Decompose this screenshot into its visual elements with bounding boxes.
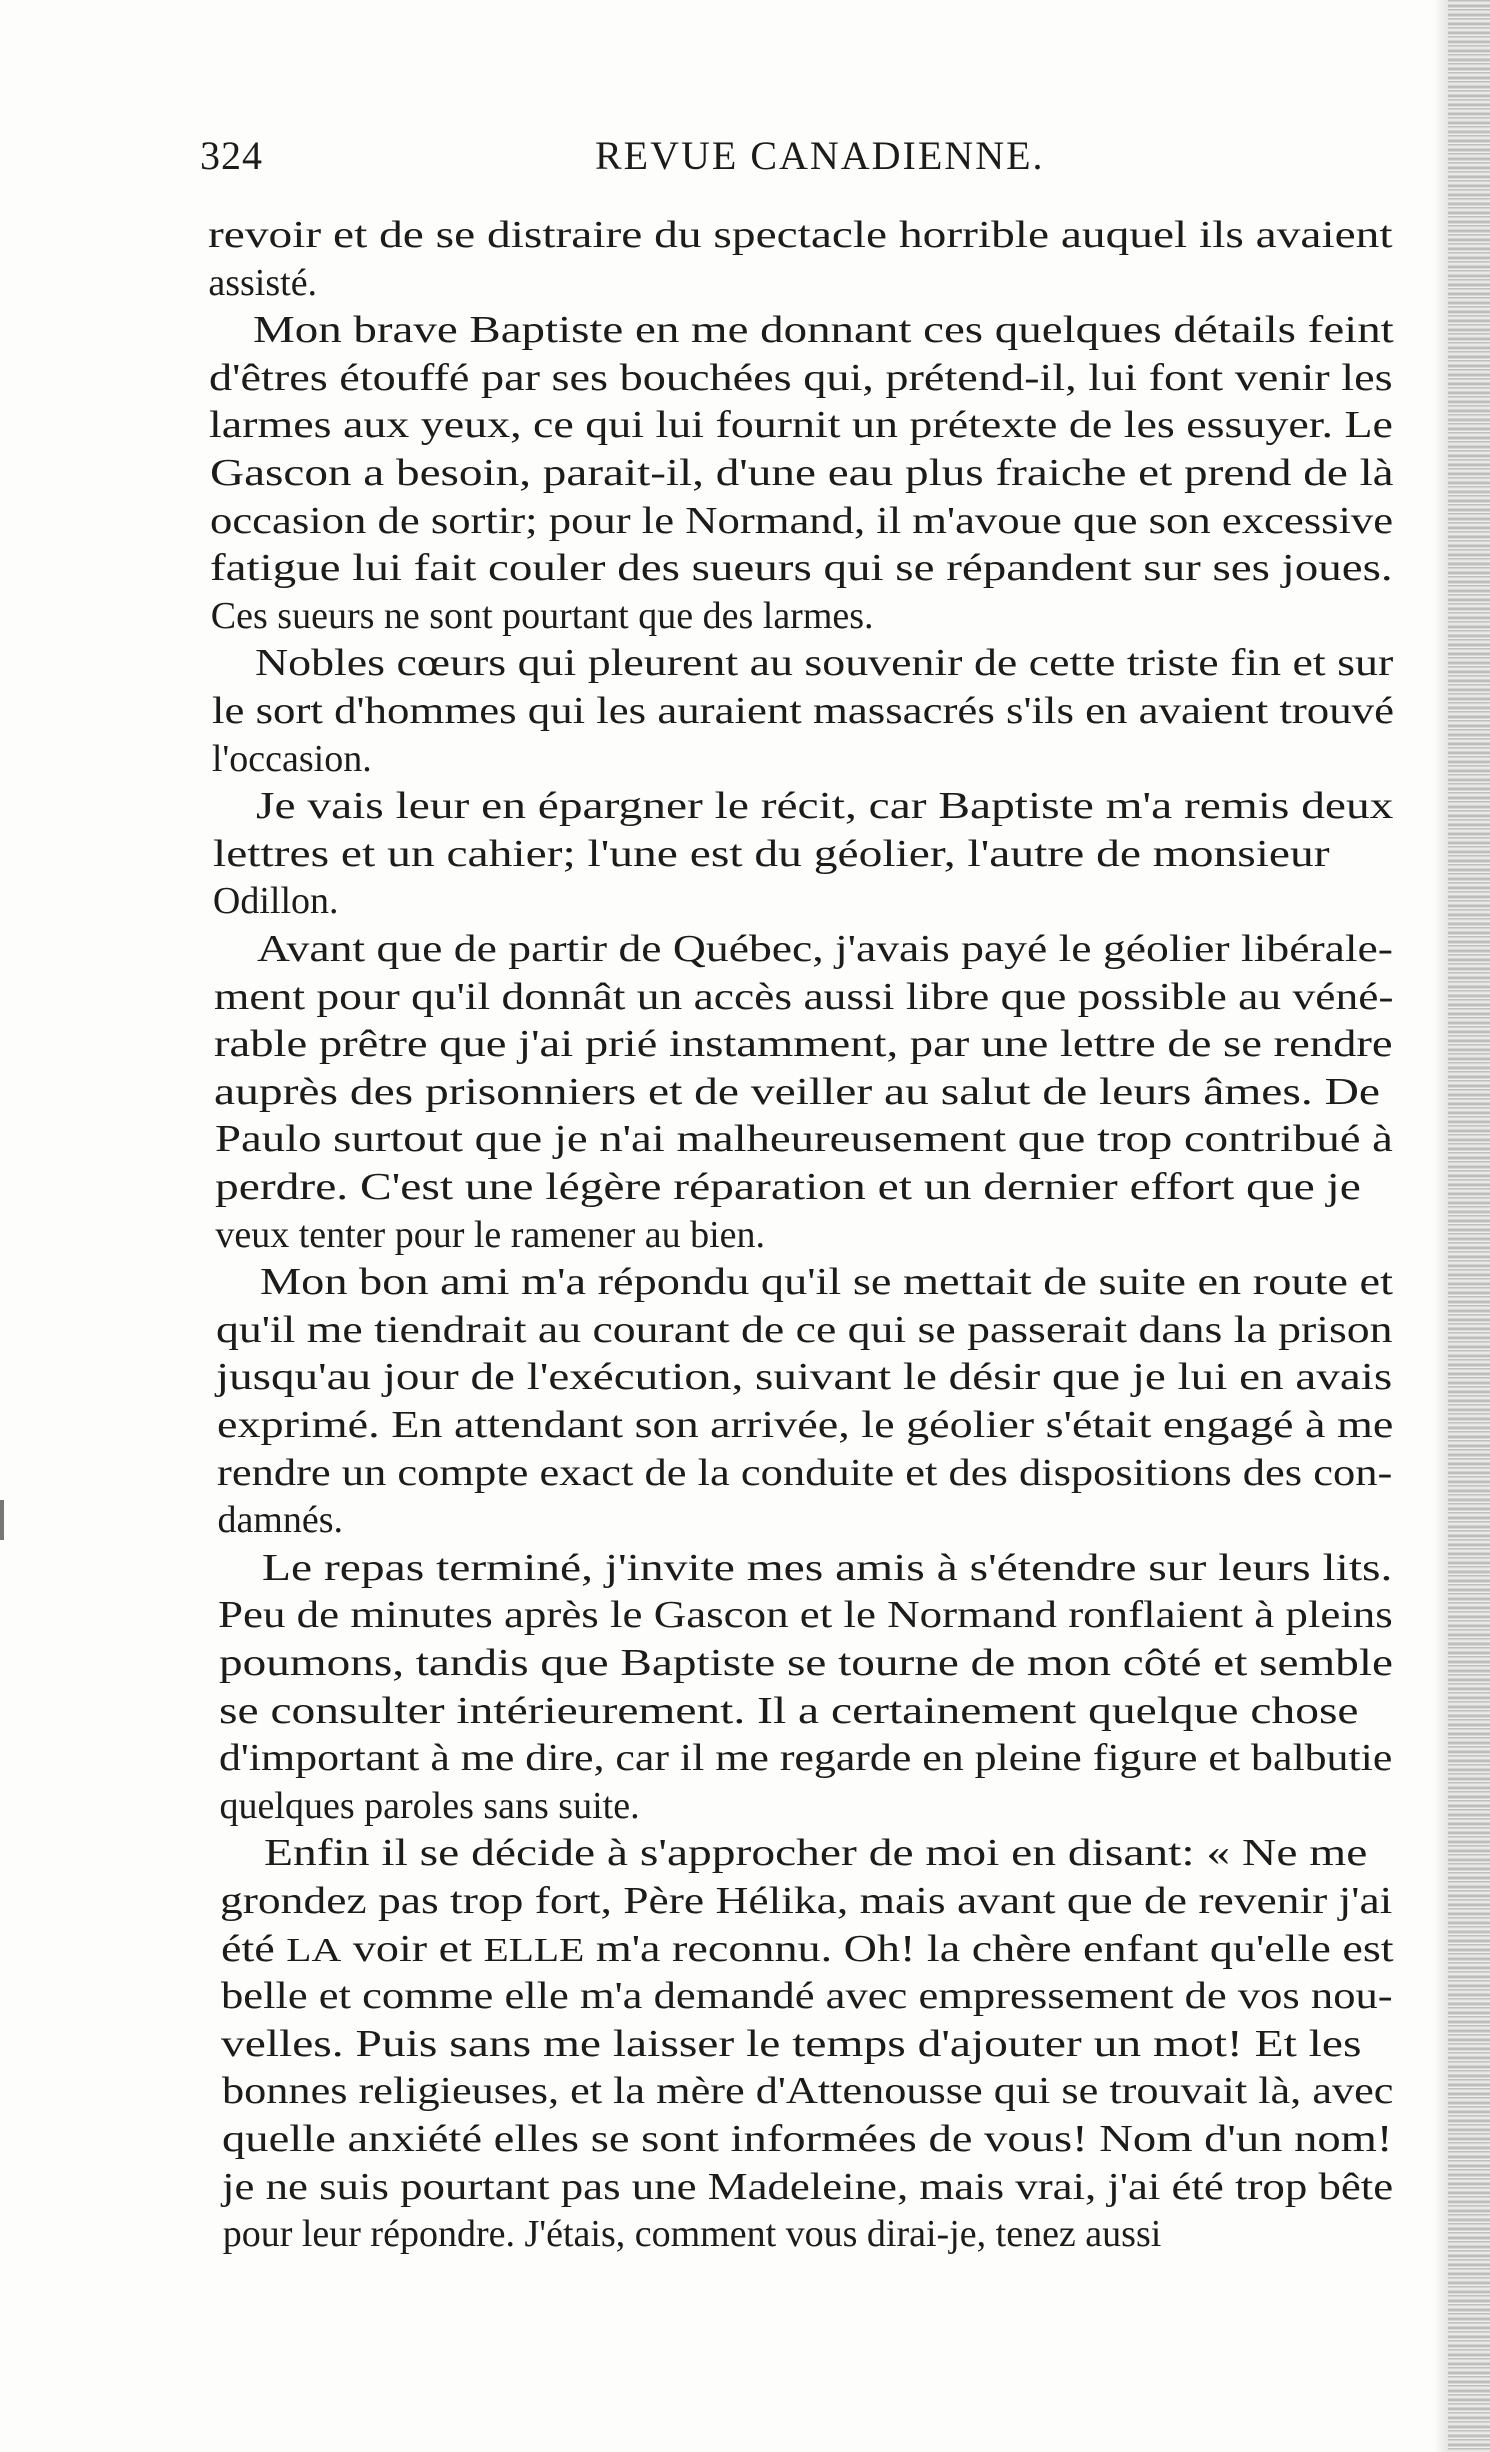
text-line: d'important à me dire, car il me regarde en pleine figure et balbutie xyxy=(219,1737,1393,1780)
text-line: jusqu'au jour de l'exécution, suivant le désir que je lui en avais xyxy=(216,1356,1393,1399)
text-line: larmes aux yeux, ce qui lui fournit un prétexte de les essuyer. Le xyxy=(209,404,1394,447)
text-line: se consulter intérieurement. Il a certainement quelque chose xyxy=(218,1689,1359,1732)
text-line: d'êtres étouffé par ses bouchées qui, prétend-il, lui font venir les xyxy=(209,356,1393,399)
text-line: Nobles cœurs qui pleurent au souvenir de cette triste fin et sur xyxy=(255,642,1394,685)
text-line: Le repas terminé, j'invite mes amis à s'étendre sur leurs lits. xyxy=(261,1546,1393,1589)
text-line: Gascon a besoin, parait-il, d'une eau plus fraiche et prend de là xyxy=(209,452,1394,494)
text-line: revoir et de se distraire du spectacle horrible auquel ils avaient xyxy=(208,214,1393,256)
text-line: Odillon. xyxy=(212,880,339,923)
text-line: bonnes religieuses, et la mère d'Attenousse qui se trouvait là, avec xyxy=(221,2070,1394,2113)
text-line: occasion de sortir; pour le Normand, il m'avoue que son excessive xyxy=(210,499,1394,542)
text-line: auprès des prisonniers et de veiller au salut de leurs âmes. De xyxy=(214,1070,1381,1113)
text-line: grondez pas trop fort, Père Hélika, mais avant que de revenir j'ai xyxy=(220,1880,1393,1922)
journal-title: REVUE CANADIENNE. xyxy=(595,133,1045,178)
text-line: le sort d'hommes qui les auraient massacrés s'ils en avaient trouvé xyxy=(211,690,1394,732)
text-line: velles. Puis sans me laisser le temps d'ajouter un mot! Et les xyxy=(221,2022,1362,2065)
page-edge-scan-artifact xyxy=(1448,0,1490,2452)
text-line: ment pour qu'il donnât un accès aussi libre que possible au véné- xyxy=(213,975,1394,1018)
running-head xyxy=(200,132,1200,192)
text-line: perdre. C'est une légère réparation et un dernier effort que je xyxy=(215,1166,1361,1208)
text-line: Mon bon ami m'a répondu qu'il se mettait de suite en route et xyxy=(259,1261,1393,1304)
text-line: damnés. xyxy=(217,1499,344,1542)
text-line: quelle anxiété elles se sont informées de vous! Nom d'un nom! xyxy=(222,2118,1393,2160)
page-number: 324 xyxy=(200,133,263,178)
text-line: poumons, tandis que Baptiste se tourne de mon côté et semble xyxy=(218,1642,1393,1684)
text-line: fatigue lui fait couler des sueurs qui se répandent sur ses joues. xyxy=(210,547,1394,590)
body-text xyxy=(208,212,1458,2362)
text-line: pour leur répondre. J'étais, comment vous dirai-je, tenez aussi xyxy=(222,2213,1162,2256)
text-line: Avant que de partir de Québec, j'avais payé le géolier libérale- xyxy=(257,928,1394,970)
small-caps-word: LA xyxy=(285,1931,341,1969)
text-line: Enfin il se décide à s'approcher de moi en disant: « Ne me xyxy=(263,1832,1368,1875)
page-edge-shadow xyxy=(1434,0,1448,2452)
text-line: Je vais leur en épargner le récit, car Baptiste m'a remis deux xyxy=(256,785,1394,828)
text-line: Mon brave Baptiste en me donnant ces quelques détails feint xyxy=(252,309,1394,352)
text-line: je ne suis pourtant pas une Madeleine, mais vrai, j'ai été trop bête xyxy=(222,2165,1394,2208)
small-caps-word: ELLE xyxy=(483,1931,584,1969)
text-line: lettres et un cahier; l'une est du géolier, l'autre de monsieur xyxy=(212,832,1330,875)
text-line: veux tenter pour le ramener au bien. xyxy=(215,1213,766,1256)
text-line: Paulo surtout que je n'ai malheureusement que trop contribué à xyxy=(214,1118,1393,1161)
text-line: quelques paroles sans suite. xyxy=(219,1784,640,1827)
text-line: rendre un compte exact de la conduite et des dispositions des con- xyxy=(217,1451,1393,1494)
text-line: assisté. xyxy=(208,261,318,304)
text-line: belle et comme elle m'a demandé avec empressement de vos nou- xyxy=(220,1975,1393,2018)
text-line: qu'il me tiendrait au courant de ce qui se passerait dans la prison xyxy=(216,1308,1393,1351)
text-line: rable prêtre que j'ai prié instamment, par une lettre de se rendre xyxy=(213,1023,1393,1066)
text-line: Ces sueurs ne sont pourtant que des larmes. xyxy=(210,594,874,637)
text-line: Peu de minutes après le Gascon et le Normand ronflaient à pleins xyxy=(218,1594,1393,1637)
text-line: été LA voir et ELLE m'a reconnu. Oh! la chère enfant qu'elle est xyxy=(220,1927,1394,1970)
scan-margin-mark xyxy=(0,1500,4,1540)
text-line: l'occasion. xyxy=(211,737,372,780)
text-line: exprimé. En attendant son arrivée, le géolier s'était engagé à me xyxy=(216,1404,1394,1446)
